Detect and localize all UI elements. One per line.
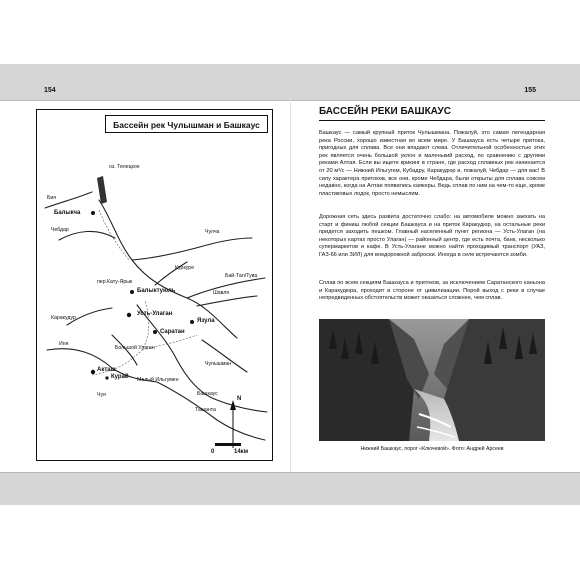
map-label-balyktuyul: Балыктуюль bbox=[137, 288, 176, 294]
article-paragraph-1: Башкаус — самый крупный приток Чулышмана. Пожалуй, это самая легендарная река России, хорошо известная во всем мире. У Башкауса есть четыре притока, пригодных для сплава. Все они впадают слева. Отличительной особенностью этих рек является очень большой уклон и маленький расход, по сравнению с другими реками Алтая. Если вы ищете крикинг в стране, где расход сплавных рек начинается от 20 м³/с — Нижний Ильгугем, Кубадру, Каракудюр и, пожалуй, Чебдар — для вас! В силу характера притоков, все они, кроме Чебдара, были открыты для сплава совсем недавно, когда на Алтае появились каякеры. Ведь сплав по ним на чем-то еще, кроме пластиковых лодок, просто немыслим. bbox=[319, 130, 545, 197]
scale-bar bbox=[215, 443, 241, 446]
article-paragraph-2: Дорожная сеть здесь развита достаточно слабо: на автомобиле можно заехать на старт и финиш любой секции Башкауса и на приток Каракудюр, на остальные реки придется заходить пешком. Главный населенный пункт региона — Усть-Улаган (на некоторых картах просто Улаган) — районный центр, где есть почта, банк, несколько супермаркетов и кафе. В Усть-Улагане можно найти проходимый транспорт (УАЗ, ГАЗ-66 или ЗИЛ) для внедорожной заброски. Иногда в селе встречаются зомби. bbox=[319, 214, 545, 258]
article-heading: БАССЕЙН РЕКИ БАШКАУС bbox=[319, 106, 545, 121]
river-basin-map bbox=[36, 109, 273, 461]
map-label-teletskoe: оз. Телецкое bbox=[109, 164, 140, 170]
photo-caption: Нижний Башкаус, порог «Ключевой». Фото: Андрей Арсеев bbox=[360, 446, 504, 452]
balykcha-dot bbox=[91, 211, 95, 215]
north-label: N bbox=[237, 396, 242, 402]
article-paragraph-3: Сплав по всем секциям Башкауса и притоков, за исключением Саратанского каньона и Каракудюра, проходит в стороне от цивилизации. Порой выход с реки в случае непредвиденных обстоятельств может оказаться сложнее, чем сплав. bbox=[319, 280, 545, 302]
page-spine bbox=[290, 100, 291, 472]
map-label-chebdar: Чебдар bbox=[51, 227, 69, 233]
map-label-chuya: Чуя bbox=[97, 392, 106, 398]
ust-ulagan-dot bbox=[127, 313, 131, 317]
map-label-bai-tal: Бай-Тал/Тува bbox=[225, 273, 258, 279]
left-page-number: 154 bbox=[44, 87, 56, 94]
map-label-malyi-ilgumen: Малый Ильгумен bbox=[137, 377, 179, 383]
river-photo bbox=[319, 319, 545, 441]
bottom-gray-band bbox=[0, 472, 580, 505]
map-label-aktash: Акташ bbox=[97, 367, 116, 373]
map-label-ust-ulagan: Усть-Улаган bbox=[137, 311, 173, 317]
right-page-number: 155 bbox=[524, 87, 536, 94]
map-label-yazula: Язула bbox=[197, 318, 215, 324]
map-label-inya: Иня bbox=[59, 341, 69, 347]
map-label-bashkaus: Башкаус bbox=[197, 391, 218, 397]
saratan-dot bbox=[153, 330, 157, 334]
kurai-dot bbox=[105, 376, 108, 379]
river-photo-image bbox=[319, 319, 545, 441]
map-title: Бассейн рек Чулышман и Башкаус bbox=[105, 115, 268, 133]
scale-km-label: 14км bbox=[234, 449, 249, 455]
map-label-kurai: Курай bbox=[111, 374, 129, 380]
map-label-chulyshman: Чулышман bbox=[205, 361, 232, 367]
chulcha-river bbox=[132, 238, 252, 260]
map-label-karakudur: Каракудур bbox=[51, 315, 76, 321]
map-label-balykcha: Балыкча bbox=[54, 210, 81, 216]
balyktuyul-dot bbox=[130, 290, 134, 294]
map-label-pass: пер.Кату-Ярык bbox=[97, 279, 133, 285]
map-drawing bbox=[37, 110, 274, 462]
aktash-dot bbox=[91, 370, 95, 374]
map-label-chulcha: Чулча bbox=[205, 229, 220, 235]
scale-zero-label: 0 bbox=[211, 449, 215, 455]
chulyshman-river bbox=[99, 200, 237, 338]
map-label-saratan: Саратан bbox=[160, 329, 185, 335]
yazula-dot bbox=[190, 320, 194, 324]
map-label-biya: Бия bbox=[47, 195, 57, 201]
road-1 bbox=[99, 210, 129, 260]
map-label-bolshoi-ulagan: Большой Улаган bbox=[115, 345, 155, 351]
map-label-shavla: Шавля bbox=[213, 290, 230, 296]
map-label-kurkure: Куркуре bbox=[175, 265, 195, 271]
top-gray-band bbox=[0, 64, 580, 101]
shavla-river bbox=[197, 296, 257, 306]
map-label-tashanta: Ташанта bbox=[195, 407, 216, 413]
